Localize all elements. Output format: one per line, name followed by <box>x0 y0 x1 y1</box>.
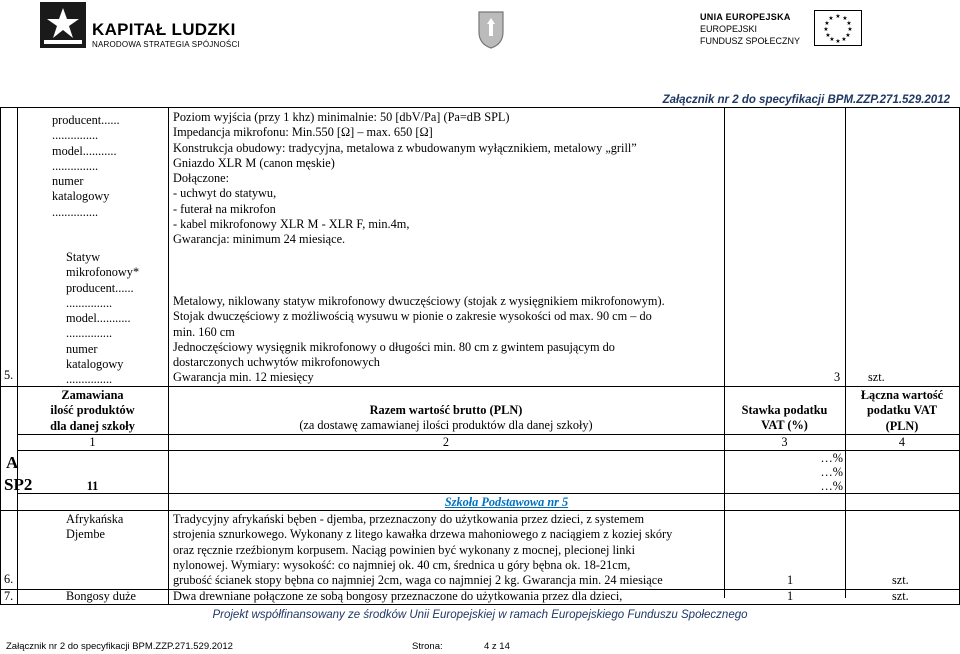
description-line: Gwarancja min. 12 miesięcy <box>173 370 314 385</box>
spec-field-line: numer <box>66 341 98 356</box>
logo-left-title: KAPITAŁ LUDZKI <box>92 20 236 39</box>
item-name-line: Afrykańska <box>66 512 124 526</box>
row-5-number: 5. <box>4 368 14 382</box>
svg-text:★: ★ <box>847 26 853 33</box>
row-6-number: 6. <box>4 572 14 586</box>
description-line: Poziom wyjścia (przy 1 khz) minimalnie: 50 [dbV/Pa] (Pa=dB SPL) <box>173 110 510 124</box>
attachment-reference: Załącznik nr 2 do specyfikacji BPM.ZZP.271.529.2012 <box>662 94 950 106</box>
vat-rate-value: …% <box>820 451 843 465</box>
spec-field-line: model........... <box>52 143 117 158</box>
spec-field-line: ............... <box>52 204 99 219</box>
description-line: Gniazdo XLR M (canon męskie) <box>173 155 335 170</box>
item-name-line: Djembe <box>66 527 105 542</box>
description-line: Tradycyjny afrykański bęben - djemba, przeznaczony do użytkowania przez dzieci, z systemem <box>173 512 645 526</box>
description-line: - futerał na mikrofon <box>173 201 276 216</box>
svg-text:★: ★ <box>825 32 831 39</box>
header-line: podatku VAT <box>866 403 938 418</box>
svg-text:★: ★ <box>823 26 829 33</box>
stand-description <box>173 294 665 386</box>
row-6-quantity: 1 <box>787 573 794 587</box>
description-line: grubość ścianek stopy bębna co najmniej 2cm, waga co najmniej 2 kg. Gwarancja min. 24 miesiące <box>173 573 663 588</box>
footer-page-number: 4 z 14 <box>484 641 510 652</box>
description-line: - kabel mikrofonowy XLR M - XLR F, min.4m, <box>173 217 410 232</box>
column-number-4: 4 <box>898 435 906 449</box>
emblem-icon <box>476 8 506 50</box>
kapital-ludzki-logo <box>40 2 255 52</box>
row-6-name <box>66 512 123 543</box>
description-line: min. 160 cm <box>173 324 235 339</box>
spec-field-line: producent...... <box>52 113 120 127</box>
svg-text:★: ★ <box>824 20 830 27</box>
row-7-unit: szt. <box>892 589 909 603</box>
description-line: Impedancja mikrofonu: Min.550 [Ω] – max. 650 [Ω] <box>173 125 433 140</box>
sp2-vat-rates <box>724 451 845 493</box>
row-5-unit: szt. <box>868 370 885 384</box>
header-line: (za dostawę zamawianej ilości produktów dla danej szkoły) <box>299 418 593 433</box>
description-line: dostarczonych uchwytów mikrofonowych <box>173 355 380 370</box>
spec-field-line: ............... <box>66 295 113 310</box>
school-heading: Szkoła Podstawowa nr 5 <box>444 495 569 509</box>
stand-spec-fields <box>66 250 139 388</box>
spec-field-line: numer <box>52 174 84 189</box>
svg-text:★: ★ <box>828 15 834 22</box>
header-line: Łączna wartość <box>860 388 944 402</box>
column-number-1: 1 <box>89 435 96 449</box>
description-line: Dołączone: <box>173 171 229 186</box>
description-line: Jednoczęściowy wysięgnik mikrofonowy o długości min. 80 cm z gwintem pasującym do <box>173 339 615 354</box>
logo-left-subtitle: NARODOWA STRATEGIA SPÓJNOŚCI <box>92 40 240 49</box>
header-line: Zamawiana <box>61 388 124 402</box>
svg-text:★: ★ <box>829 36 835 43</box>
spec-field-line: ............... <box>52 128 99 143</box>
microphone-spec-fields <box>52 113 120 220</box>
svg-text:★: ★ <box>841 36 847 43</box>
description-line: strojenia sznurkowego. Wykonany z litego kawałka drzewa mahoniowego z naciągiem z koziej skóry <box>173 527 673 542</box>
description-line: Gwarancja: minimum 24 miesiące. <box>173 232 346 247</box>
header-line: ilość produktów <box>50 403 135 418</box>
description-line: oraz ręcznie rzeźbionym korpusem. Naciąg powinien być wykonany z mocnej, plecionej linki <box>173 542 635 557</box>
footer-page-label: Strona: <box>412 641 443 652</box>
spec-field-line: ............... <box>66 326 113 341</box>
header-line: dla danej szkoły <box>50 418 135 433</box>
row-7-quantity: 1 <box>787 589 794 603</box>
eu-logo <box>700 10 900 52</box>
kapital-ludzki-emblem-icon <box>40 2 86 48</box>
column-number-3: 3 <box>781 435 788 449</box>
spec-field-line: model........... <box>66 311 131 326</box>
svg-text:★: ★ <box>835 38 841 45</box>
vat-rate-header <box>724 403 845 434</box>
header-line: (PLN) <box>885 418 919 433</box>
logo-right-line2: EUROPEJSKI <box>700 24 758 34</box>
vat-rate-value: …% <box>820 465 843 479</box>
row-6-description <box>173 512 672 588</box>
row-7-name: Bongosy duże <box>66 589 137 603</box>
spec-field-line: Statyw <box>66 250 101 264</box>
spec-field-line: mikrofonowy* <box>66 265 140 280</box>
spec-field-line: ............... <box>52 158 99 173</box>
header-line: VAT (%) <box>761 418 808 433</box>
row-5-quantity: 3 <box>834 370 841 384</box>
vat-rate-value: …% <box>820 479 843 493</box>
microphone-description <box>173 110 637 248</box>
spec-field-line: producent...... <box>66 280 134 295</box>
description-line: - uchwyt do statywu, <box>173 186 277 201</box>
svg-text:★: ★ <box>846 20 852 27</box>
logo-right-line3: FUNDUSZ SPOŁECZNY <box>700 36 801 46</box>
sp2-quantity: 11 <box>86 479 99 493</box>
sp2-label-line: A <box>6 453 19 472</box>
logo-right-line1: UNIA EUROPEJSKA <box>700 12 791 22</box>
column-number-2: 2 <box>442 435 450 449</box>
description-line: Konstrukcja obudowy: tradycyjna, metalowa z wbudowanym wyłącznikiem, metalowy „grill” <box>173 140 637 155</box>
footer-reference: Załącznik nr 2 do specyfikacji BPM.ZZP.271.529.2012 <box>6 641 233 652</box>
row-7-number: 7. <box>4 589 14 603</box>
header-line: Razem wartość brutto (PLN) <box>369 403 523 417</box>
row-6-unit: szt. <box>892 573 909 587</box>
svg-text:★: ★ <box>835 13 841 20</box>
spec-field-line: katalogowy <box>52 189 110 204</box>
description-line: nylonowej. Wymiary: wysokość: co najmniej ok. 40 cm, średnica u góry bębna ok. 18-21cm, <box>173 557 631 572</box>
description-line: Stojak dwuczęściowy z możliwością wysuwu w pionie o zakresie wysokości od max. 90 cm – do <box>173 309 652 324</box>
svg-text:★: ★ <box>845 32 851 39</box>
description-line: Metalowy, niklowany statyw mikrofonowy dwuczęściowy (stojak z wysięgnikiem mikrofonowym). <box>173 294 665 308</box>
ordered-quantity-header <box>17 388 168 434</box>
svg-text:★: ★ <box>842 15 848 22</box>
spec-field-line: katalogowy <box>66 357 124 372</box>
header-line: Stawka podatku <box>741 403 828 417</box>
gross-value-header <box>168 403 724 434</box>
sp2-label-line: SP2 <box>4 475 33 494</box>
row-7-description: Dwa drewniane połączone ze sobą bongosy przeznaczone do użytkowania przez dla dzieci, <box>173 589 623 603</box>
eu-stars-flag-icon <box>814 10 862 46</box>
vat-total-header <box>845 388 959 434</box>
footer-project-note: Projekt współfinansowany ze środków Unii Europejskiej w ramach Europejskiego Funduszu Społecznego <box>212 609 748 621</box>
spec-field-line: ............... <box>66 372 113 387</box>
